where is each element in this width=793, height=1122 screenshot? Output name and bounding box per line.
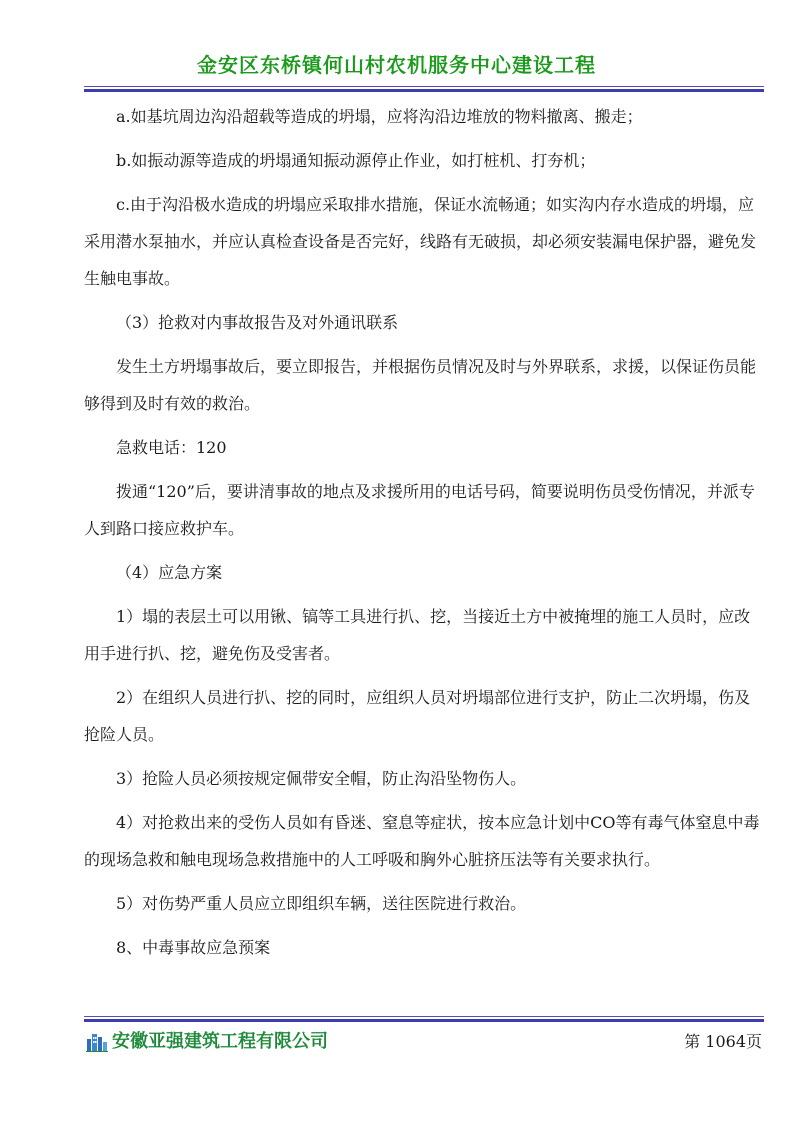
paragraph: 5）对伤势严重人员应立即组织车辆，送往医院进行救治。 <box>116 894 527 913</box>
paragraph: 2）在组织人员进行扒、挖的同时，应组织人员对坍塌部位进行支护，防止二次坍塌，伤及抢险人员。 <box>84 688 751 744</box>
page-footer <box>86 1028 762 1058</box>
section-heading: （3）抢救对内事故报告及对外通讯联系 <box>116 313 399 332</box>
header-rule-thick <box>84 89 764 92</box>
footer-rule-thick <box>84 1019 764 1022</box>
page-number: 第 1064页 <box>684 1032 762 1051</box>
section-heading: （4）应急方案 <box>116 563 223 582</box>
footer-rule-thin <box>84 1016 764 1017</box>
paragraph: 发生土方坍塌事故后，要立即报告，并根据伤员情况及时与外界联系，求援，以保证伤员能够得到及时有效的救治。 <box>84 357 757 413</box>
page-header-title: 金安区东桥镇何山村农机服务中心建设工程 <box>197 53 596 77</box>
paragraph: a.如基坑周边沟沿超载等造成的坍塌，应将沟沿边堆放的物料撤离、搬走； <box>116 107 643 126</box>
paragraph: 急救电话：120 <box>116 438 227 457</box>
paragraph: 1）塌的表层土可以用锹、镐等工具进行扒、挖，当接近土方中被掩埋的施工人员时，应改用手进行扒、挖，避免伤及受害者。 <box>84 607 751 663</box>
paragraph: b.如振动源等造成的坍塌通知振动源停止作业，如打桩机、打夯机； <box>116 151 596 170</box>
document-body <box>84 98 764 966</box>
paragraph: 4）对抢救出来的受伤人员如有昏迷、窒息等症状，按本应急计划中CO等有毒气体窒息中毒的现场急救和触电现场急救措施中的人工呼吸和胸外心脏挤压法等有关要求执行。 <box>84 813 760 869</box>
header-rule-thin <box>84 86 764 87</box>
company-name: 安徽亚强建筑工程有限公司 <box>112 1031 328 1052</box>
building-logo-icon <box>86 1030 108 1052</box>
paragraph: 3）抢险人员必须按规定佩带安全帽，防止沟沿坠物伤人。 <box>116 769 527 788</box>
section-heading: 8、中毒事故应急预案 <box>116 938 271 957</box>
paragraph: 拨通“120”后，要讲清事故的地点及求援所用的电话号码，简要说明伤员受伤情况，并派专人到路口接应救护车。 <box>84 482 755 538</box>
paragraph: c.由于沟沿极水造成的坍塌应采取排水措施，保证水流畅通；如实沟内存水造成的坍塌，应采用潜水泵抽水，并应认真检查设备是否完好，线路有无破损，却必须安装漏电保护器，避免发生触电事故。 <box>84 195 757 288</box>
